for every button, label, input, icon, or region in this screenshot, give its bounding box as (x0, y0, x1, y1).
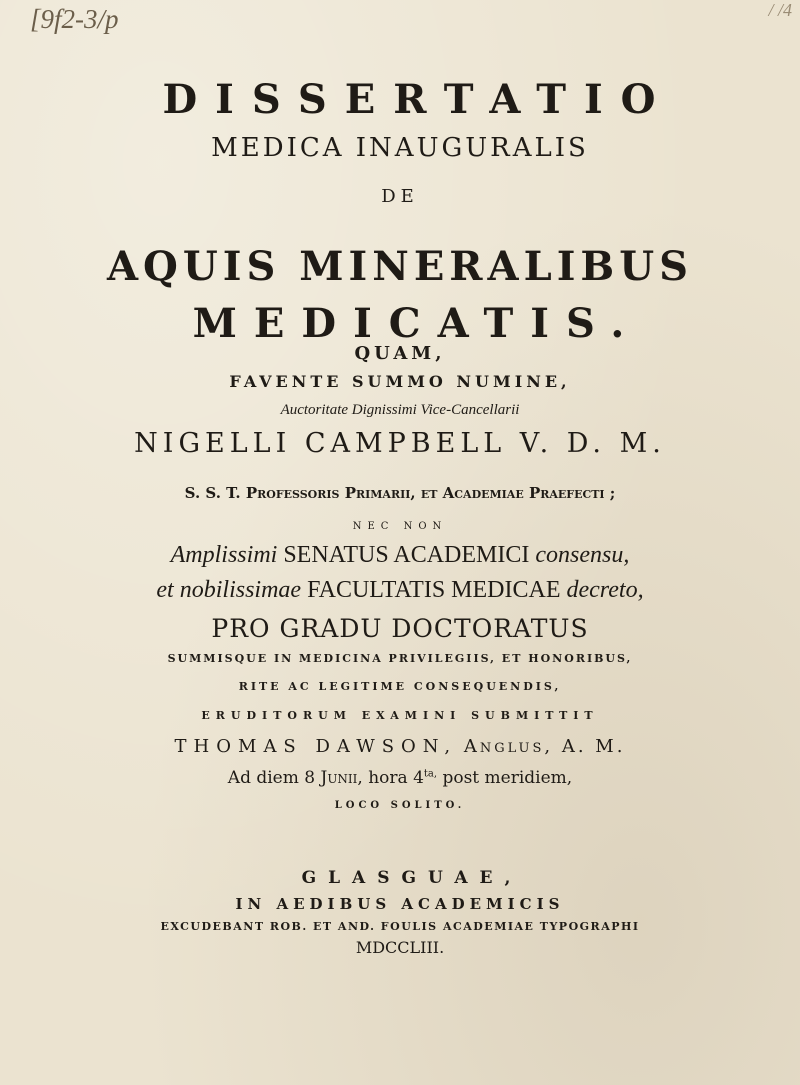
corner-annotation: / /4 (768, 0, 792, 20)
faculty-line-italic: et nobilissimae (156, 577, 302, 603)
date-month: Junii, (320, 768, 363, 788)
author-line (0, 736, 800, 757)
faculty-line-roman: FACULTATIS MEDICAE (307, 577, 561, 603)
faculty-line-end: decreto, (566, 577, 644, 603)
date-post: post meridiem, (442, 768, 573, 788)
degree-line: PRO GRADU DOCTORATUS (211, 614, 589, 643)
nec-non-line: NEC NON (352, 521, 448, 532)
imprint-city: GLASGUAE, (301, 868, 523, 888)
date-hour-suffix: ta, (423, 768, 438, 780)
dissertation-heading: DISSERTATIO (162, 76, 674, 123)
date-hour: hora 4 (368, 768, 424, 788)
shelfmark-annotation: [9f2-3/p (30, 4, 119, 34)
submittit-line: ERUDITORUM EXAMINI SUBMITTIT (201, 709, 599, 722)
topic-line-2: MEDICATIS. (192, 300, 642, 347)
imprint-year: MDCCLIII. (355, 938, 445, 957)
dissertation-subtitle: MEDICA INAUGURALIS (211, 133, 589, 163)
senate-line-end: consensu, (535, 542, 630, 568)
senate-line-italic: Amplissimi (170, 542, 278, 568)
date-line (0, 768, 800, 788)
senate-line-roman: SENATUS ACADEMICI (283, 542, 530, 568)
favente-line: FAVENTE SUMMO NUMINE, (229, 372, 571, 391)
de-line: DE (381, 186, 419, 207)
imprint-printers: EXCUDEBANT ROB. ET AND. FOULIS ACADEMIAE TYPOGRAPHI (160, 920, 640, 933)
vice-chancellor-name: NIGELLI CAMPBELL V. D. M. (134, 428, 666, 459)
author-name: THOMAS DAWSON, (174, 736, 458, 757)
professor-office-line: S. S. T. Professoris Primarii, et Academiae Praefecti ; (184, 484, 616, 502)
date-day: Ad diem 8 (227, 768, 316, 788)
loco-line: LOCO SOLITO. (334, 800, 466, 811)
imprint-place: IN AEDIBUS ACADEMICIS (235, 895, 565, 913)
quam-line: QUAM, (354, 343, 446, 364)
auctoritate-line: Auctoritate Dignissimi Vice-Cancellarii (280, 402, 520, 418)
topic-line-1: AQUIS MINERALIBUS (106, 243, 693, 290)
author-origin: Anglus, A. M. (463, 736, 626, 757)
rite-line: RITE AC LEGITIME CONSEQUENDIS, (238, 680, 562, 693)
privileges-line: SUMMISQUE IN MEDICINA PRIVILEGIIS, ET HONORIBUS, (167, 652, 633, 665)
senate-line (0, 542, 800, 569)
faculty-line (0, 577, 800, 604)
